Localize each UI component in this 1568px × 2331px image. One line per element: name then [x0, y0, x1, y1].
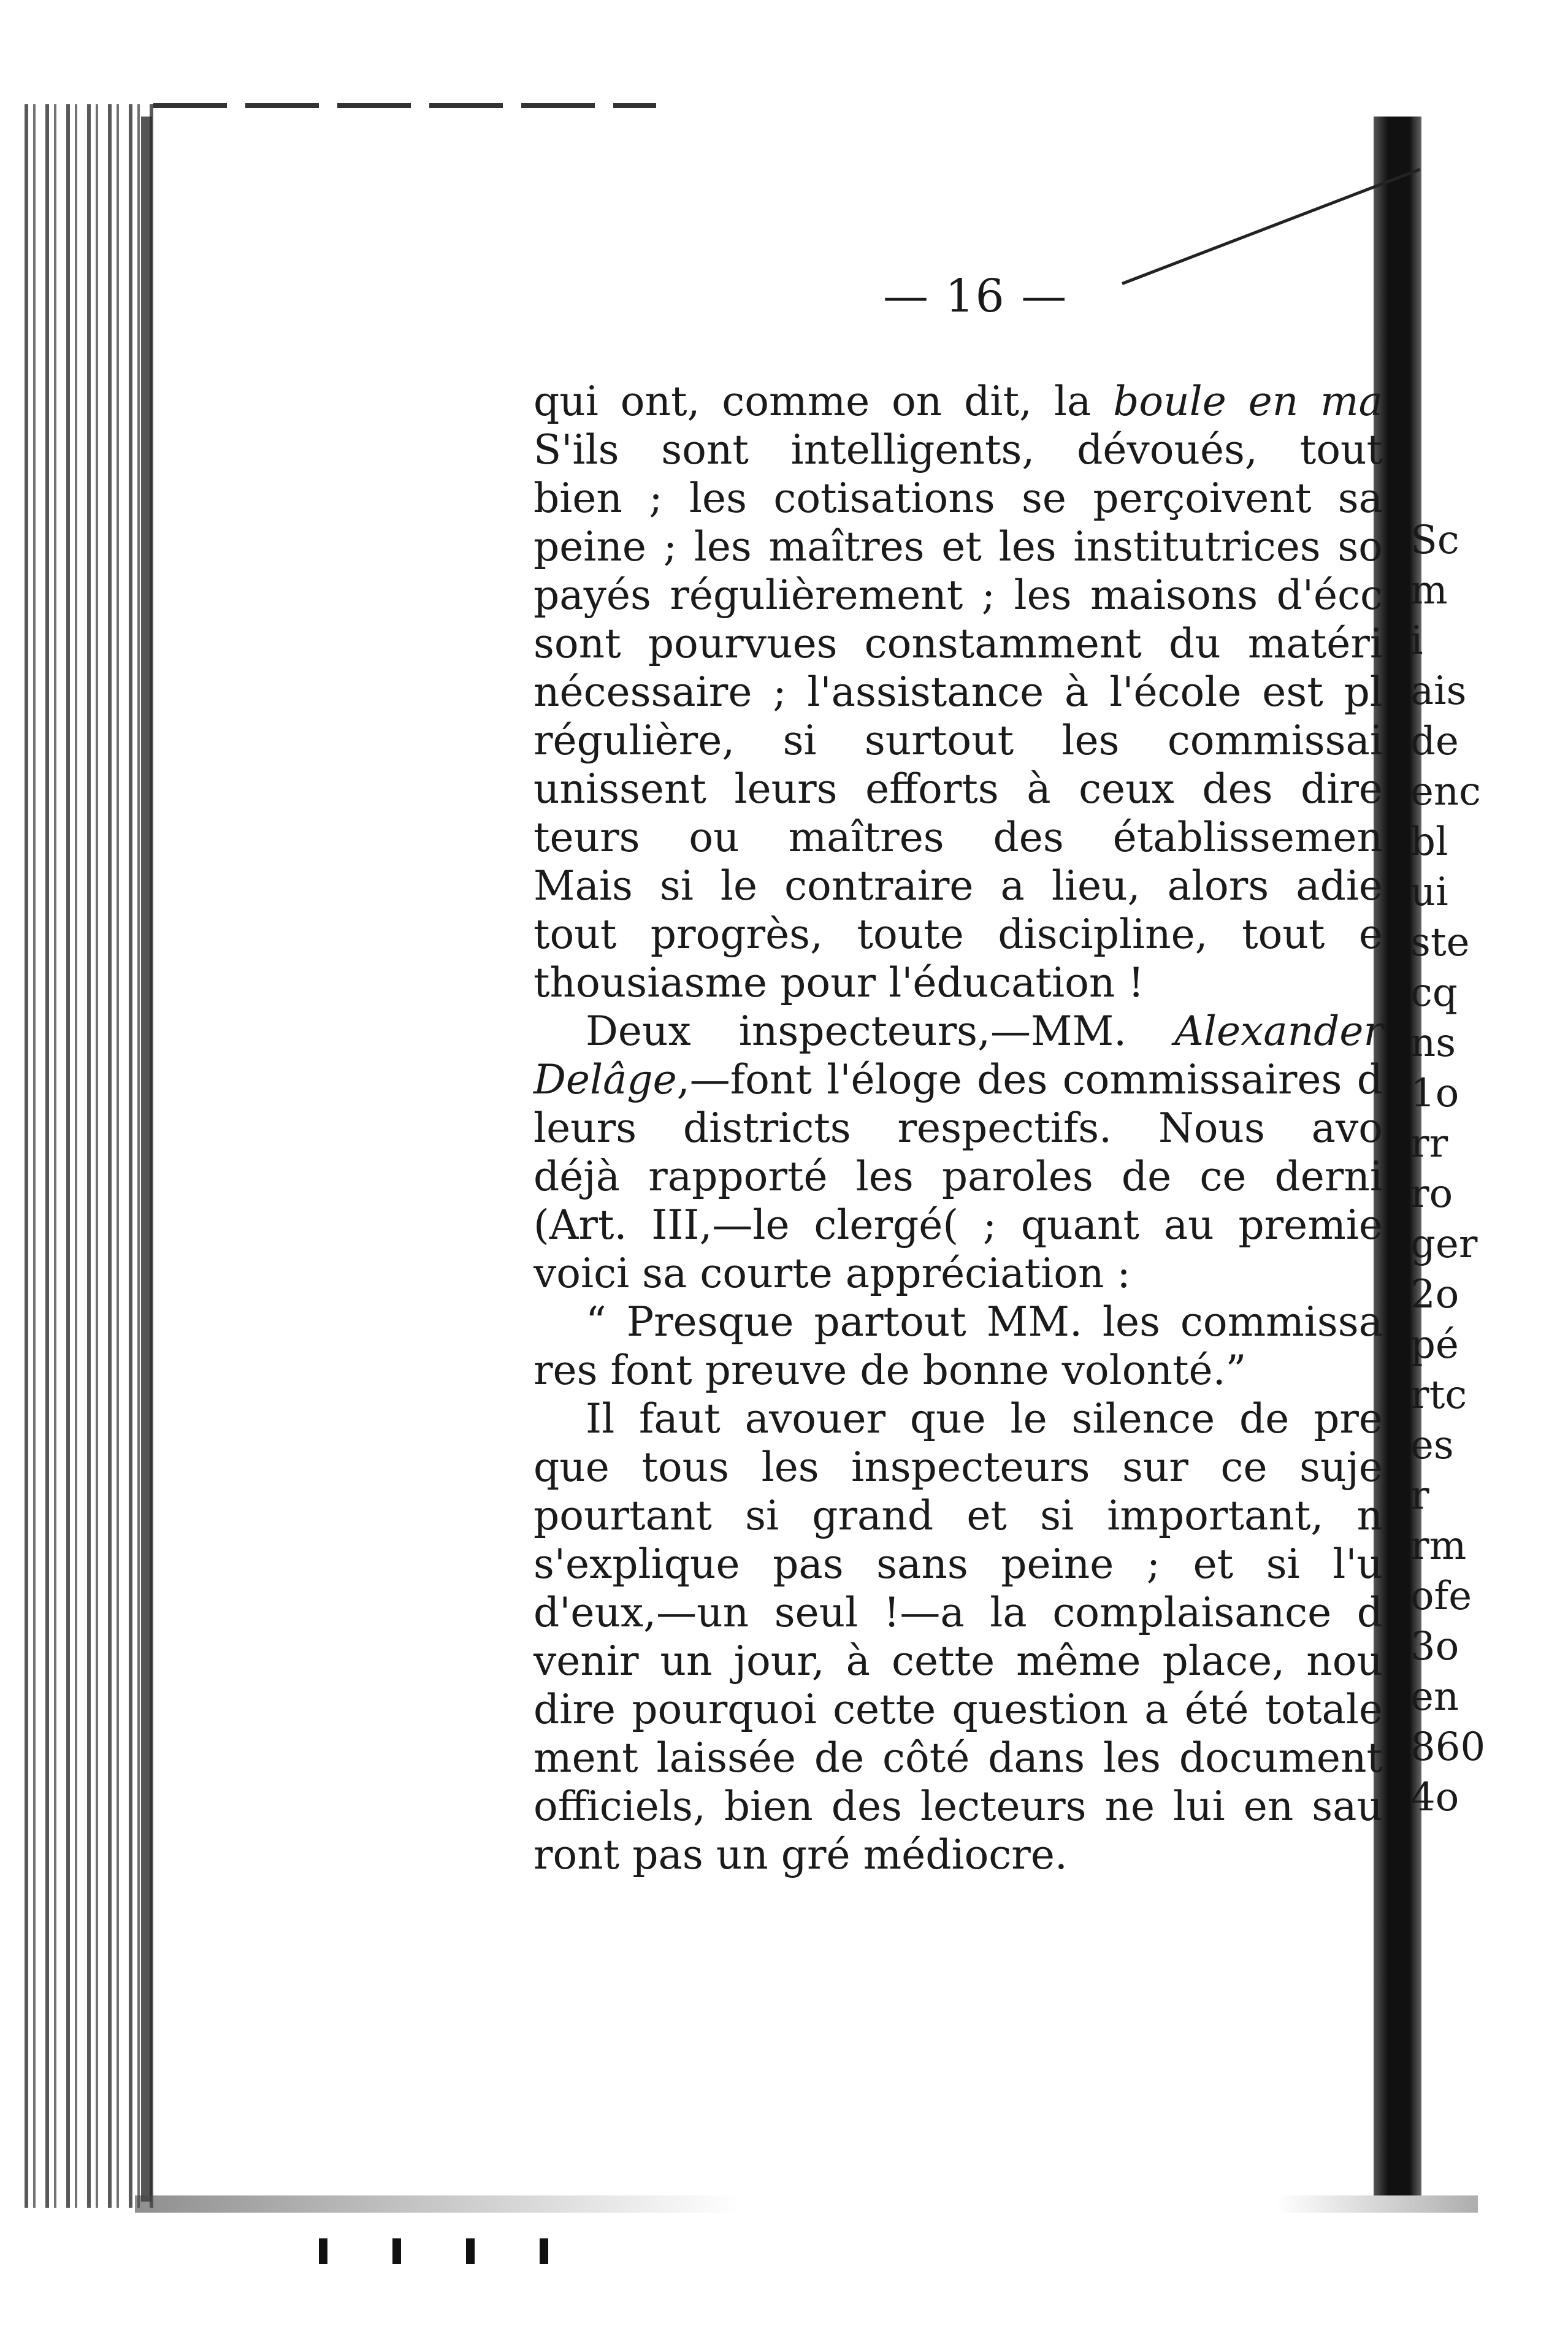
text-run: dire pourquoi cette question a été totale	[534, 1686, 1383, 1733]
text-run: peine ; les maîtres et les institutrices so	[534, 523, 1383, 570]
text-run: Mais si le contraire a lieu, alors adie	[534, 862, 1383, 909]
scan-left-edge	[25, 104, 153, 2208]
bleed-fragment: m	[1410, 568, 1448, 613]
text-run: d'eux,—un seul !—a la complaisance d	[534, 1589, 1383, 1636]
text-run: bien ; les cotisations se perçoivent sa	[534, 475, 1383, 522]
text-run: payés régulièrement ; les maisons d'écc	[534, 572, 1383, 619]
text-line	[534, 571, 1383, 619]
text-line	[534, 426, 1383, 474]
text-run: (Art. III,—le clergé( ; quant au premie	[534, 1201, 1383, 1249]
text-run: déjà rapporté les paroles de ce derni	[534, 1153, 1383, 1200]
text-line	[534, 1395, 1383, 1443]
text-run: officiels, bien des lecteurs ne lui en sau	[534, 1783, 1383, 1830]
text-line	[534, 1685, 1383, 1734]
scan-bottom-edge	[135, 2195, 1478, 2213]
text-line	[534, 959, 1383, 1007]
bleed-fragment: ofe	[1410, 1574, 1472, 1619]
bleed-fragment: ais	[1410, 668, 1467, 714]
bleed-fragment: ro	[1410, 1171, 1453, 1217]
text-run: nécessaire ; l'assistance à l'école est pl	[534, 668, 1383, 716]
italic-run: Alexander	[1174, 1008, 1383, 1055]
text-line	[534, 1588, 1383, 1637]
text-line	[534, 1346, 1383, 1395]
bleed-fragment: 4o	[1410, 1775, 1459, 1820]
text-line	[534, 1104, 1383, 1152]
bleed-fragment: ger	[1410, 1222, 1478, 1267]
text-line	[534, 522, 1383, 571]
text-line	[534, 1007, 1383, 1055]
bleed-fragment: rr	[1410, 1121, 1448, 1166]
bleed-fragment: 1o	[1410, 1071, 1459, 1116]
text-line	[534, 1540, 1383, 1588]
text-run: pourtant si grand et si important, n	[534, 1492, 1383, 1539]
text-run: thousiasme pour l'éducation !	[534, 959, 1144, 1006]
text-line	[534, 716, 1383, 765]
bleed-fragment: 3o	[1410, 1624, 1459, 1669]
bleed-fragment: ste	[1410, 920, 1470, 965]
text-line	[534, 1201, 1383, 1249]
bleed-fragment: Sc	[1410, 518, 1459, 563]
text-line	[534, 1734, 1383, 1782]
text-line	[534, 1298, 1383, 1346]
text-line	[534, 1637, 1383, 1685]
bleed-fragment: r	[1410, 1473, 1429, 1518]
text-run: ment laissée de côté dans les document	[534, 1734, 1383, 1782]
text-run: qui ont, comme on dit, la	[534, 378, 1114, 425]
text-line	[534, 862, 1383, 910]
text-run: s'explique pas sans peine ; et si l'u	[534, 1541, 1383, 1588]
bleed-fragment: i	[1410, 618, 1423, 664]
scan-left-border	[141, 117, 152, 2202]
text-line	[534, 619, 1383, 668]
adjacent-page-bleed	[1410, 515, 1502, 1820]
text-line	[534, 1152, 1383, 1201]
text-line	[534, 1249, 1383, 1298]
text-run: sont pourvues constamment du matéri	[534, 620, 1383, 667]
text-run: leurs districts respectifs. Nous avo	[534, 1104, 1383, 1152]
text-line	[534, 765, 1383, 813]
text-run: Deux inspecteurs,—MM.	[586, 1008, 1175, 1055]
bleed-fragment: rm	[1410, 1523, 1467, 1569]
text-run: régulière, si surtout les commissai	[534, 717, 1383, 764]
bleed-fragment: enc	[1410, 769, 1481, 814]
text-line	[534, 668, 1383, 716]
text-line	[534, 1055, 1383, 1104]
bleed-fragment: es	[1410, 1423, 1454, 1468]
scan-bottom-marks	[319, 2238, 576, 2264]
bleed-fragment: bl	[1410, 819, 1448, 865]
page-number: — 16 —	[883, 270, 1068, 323]
bleed-fragment: rtc	[1410, 1372, 1467, 1418]
text-run: S'ils sont intelligents, dévoués, tout	[534, 426, 1383, 473]
text-run: ront pas un gré médiocre.	[534, 1831, 1068, 1878]
text-run: unissent leurs efforts à ceux des dire	[534, 765, 1383, 813]
text-line	[534, 813, 1383, 862]
bleed-fragment: de	[1410, 719, 1459, 764]
bleed-fragment: cq	[1410, 970, 1458, 1016]
text-line	[534, 910, 1383, 959]
text-run: Il faut avouer que le silence de pre	[586, 1395, 1383, 1442]
italic-run: Delâge	[534, 1056, 677, 1103]
bleed-fragment: ns	[1410, 1020, 1456, 1066]
text-run: tout progrès, toute discipline, tout e	[534, 911, 1383, 958]
text-run: venir un jour, à cette même place, nou	[534, 1637, 1383, 1685]
text-line	[534, 377, 1383, 426]
scan-top-edge	[153, 103, 656, 108]
text-line	[534, 1443, 1383, 1491]
text-run: ,—font l'éloge des commissaires d	[676, 1056, 1383, 1103]
text-line	[534, 1782, 1383, 1831]
bleed-fragment: pé	[1410, 1322, 1459, 1368]
bleed-fragment: 860	[1410, 1724, 1486, 1770]
text-run: voici sa courte appréciation :	[534, 1250, 1131, 1297]
bleed-fragment: en	[1410, 1674, 1459, 1720]
italic-run: boule en ma	[1113, 378, 1383, 425]
bleed-fragment: 2o	[1410, 1272, 1459, 1317]
text-line	[534, 1491, 1383, 1540]
text-run: “ Presque partout MM. les commissa	[586, 1298, 1383, 1345]
text-line	[534, 1831, 1383, 1879]
body-text	[534, 377, 1383, 1923]
text-run: teurs ou maîtres des établissemen	[534, 814, 1383, 861]
text-run: que tous les inspecteurs sur ce suje	[534, 1444, 1383, 1491]
text-run: res font preuve de bonne volonté.”	[534, 1347, 1247, 1394]
bleed-fragment: ui	[1410, 870, 1448, 915]
text-line	[534, 474, 1383, 522]
